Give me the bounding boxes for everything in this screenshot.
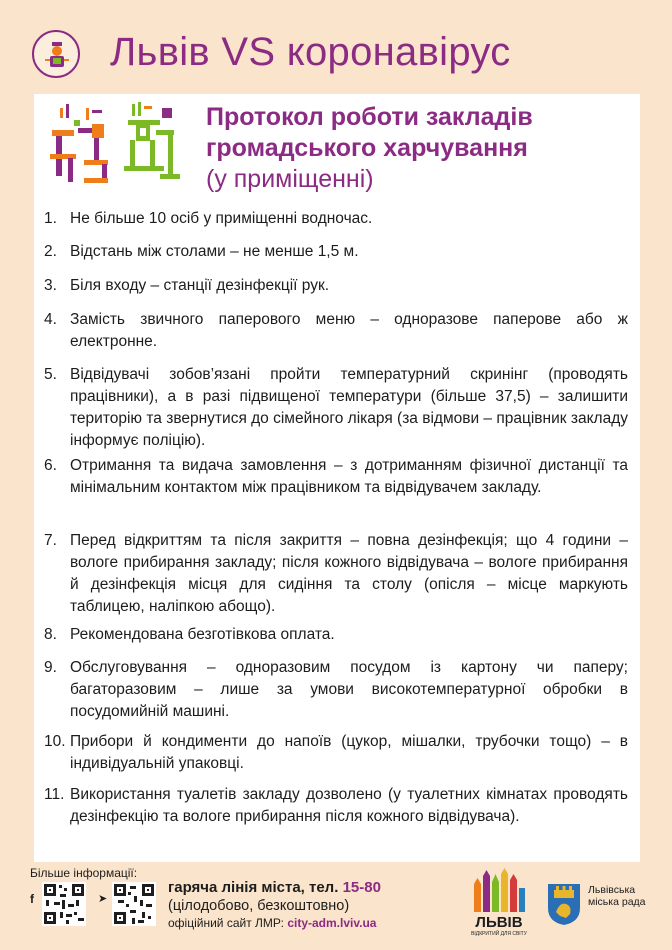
item-text: Використання туалетів закладу дозволено (у туалетних кімнатах проводять дезінфекцію та вологе прибирання після кожного відвідувача). [70, 786, 628, 825]
protocol-card [34, 94, 640, 862]
site-link[interactable]: city-adm.lviv.ua [287, 916, 377, 930]
item-text: Відстань між столами – не менше 1,5 м. [70, 243, 359, 260]
protocol-title: Протокол роботи закладів громадського харчування [206, 103, 533, 162]
item-number: 3. [44, 277, 57, 294]
lviv-brand: ЛЬВІВ [475, 914, 523, 931]
site-label: офіційний сайт ЛМР: [168, 916, 284, 930]
item-text: Не більше 10 осіб у приміщенні водночас. [70, 210, 373, 227]
telegram-icon[interactable]: ➤ [98, 893, 108, 905]
rules-list [34, 94, 640, 862]
lviv-tagline: ВІДКРИТИЙ ДЛЯ СВІТУ [471, 931, 527, 937]
item-number: 4. [44, 311, 57, 328]
item-number: 9. [44, 659, 57, 676]
item-number: 2. [44, 243, 57, 260]
hotline-note: (цілодобово, безкоштовно) [168, 898, 350, 914]
city-council-name: Львівська міська рада [588, 884, 646, 908]
item-text: Прибори й кондименти до напоїв (цукор, мішалки, трубочки тощо) – в індивідуальній упаковці. [70, 733, 628, 772]
item-number: 10. [44, 733, 66, 750]
more-info-label: Більше інформації: [30, 866, 138, 880]
footer [0, 862, 672, 950]
lion-emblem-icon [32, 30, 80, 78]
item-text: Отримання та видача замовлення – з дотриманням фізичної дистанції та мінімальним контактом між працівником та відвідувачем закладу. [70, 457, 628, 496]
item-text: Відвідувачі зобов’язані пройти температурний скринінг (проводять працівники), а в разі підвищеної температури (більше 37,5) – залишити територію та звернутися до сімейного лікаря (за відмови – працівник закладу інформує поліцію). [70, 366, 628, 449]
item-text: Обслуговування – одноразовим посудом із картону чи паперу; багаторазовим – лише за умови високотемпературної обробки в посудомийній машині. [70, 659, 628, 720]
item-number: 1. [44, 210, 57, 227]
item-text: Біля входу – станції дезінфекції рук. [70, 277, 330, 294]
item-number: 8. [44, 626, 57, 643]
protocol-subtitle: (у приміщенні) [206, 165, 374, 193]
item-number: 7. [44, 532, 57, 549]
header [0, 0, 672, 94]
item-text: Рекомендована безготівкова оплата. [70, 626, 335, 643]
facebook-qr-code[interactable] [42, 882, 86, 926]
hotline-line [168, 879, 381, 896]
item-number: 5. [44, 366, 57, 383]
item-text: Замість звичного паперового меню – одноразове паперове або ж електронне. [70, 311, 628, 350]
page-title: Львів VS коронавірус [110, 30, 511, 74]
hotline-label: гаряча лінія міста, тел. [168, 879, 339, 896]
item-number: 6. [44, 457, 57, 474]
facebook-icon[interactable]: f [30, 892, 34, 906]
coat-of-arms-icon [546, 882, 582, 926]
hotline-number[interactable]: 15-80 [342, 879, 381, 896]
telegram-qr-code[interactable] [112, 882, 156, 926]
item-number: 11. [44, 786, 65, 803]
site-line [168, 916, 376, 930]
item-text: Перед відкриттям та після закриття – повна дезінфекція; що 4 години – вологе прибирання закладу; після кожного відвідувача – вологе прибирання й дезінфекція місця для сидіння та столу (опісля – місце маркують таблицею, наліпкою абощо). [70, 532, 628, 615]
